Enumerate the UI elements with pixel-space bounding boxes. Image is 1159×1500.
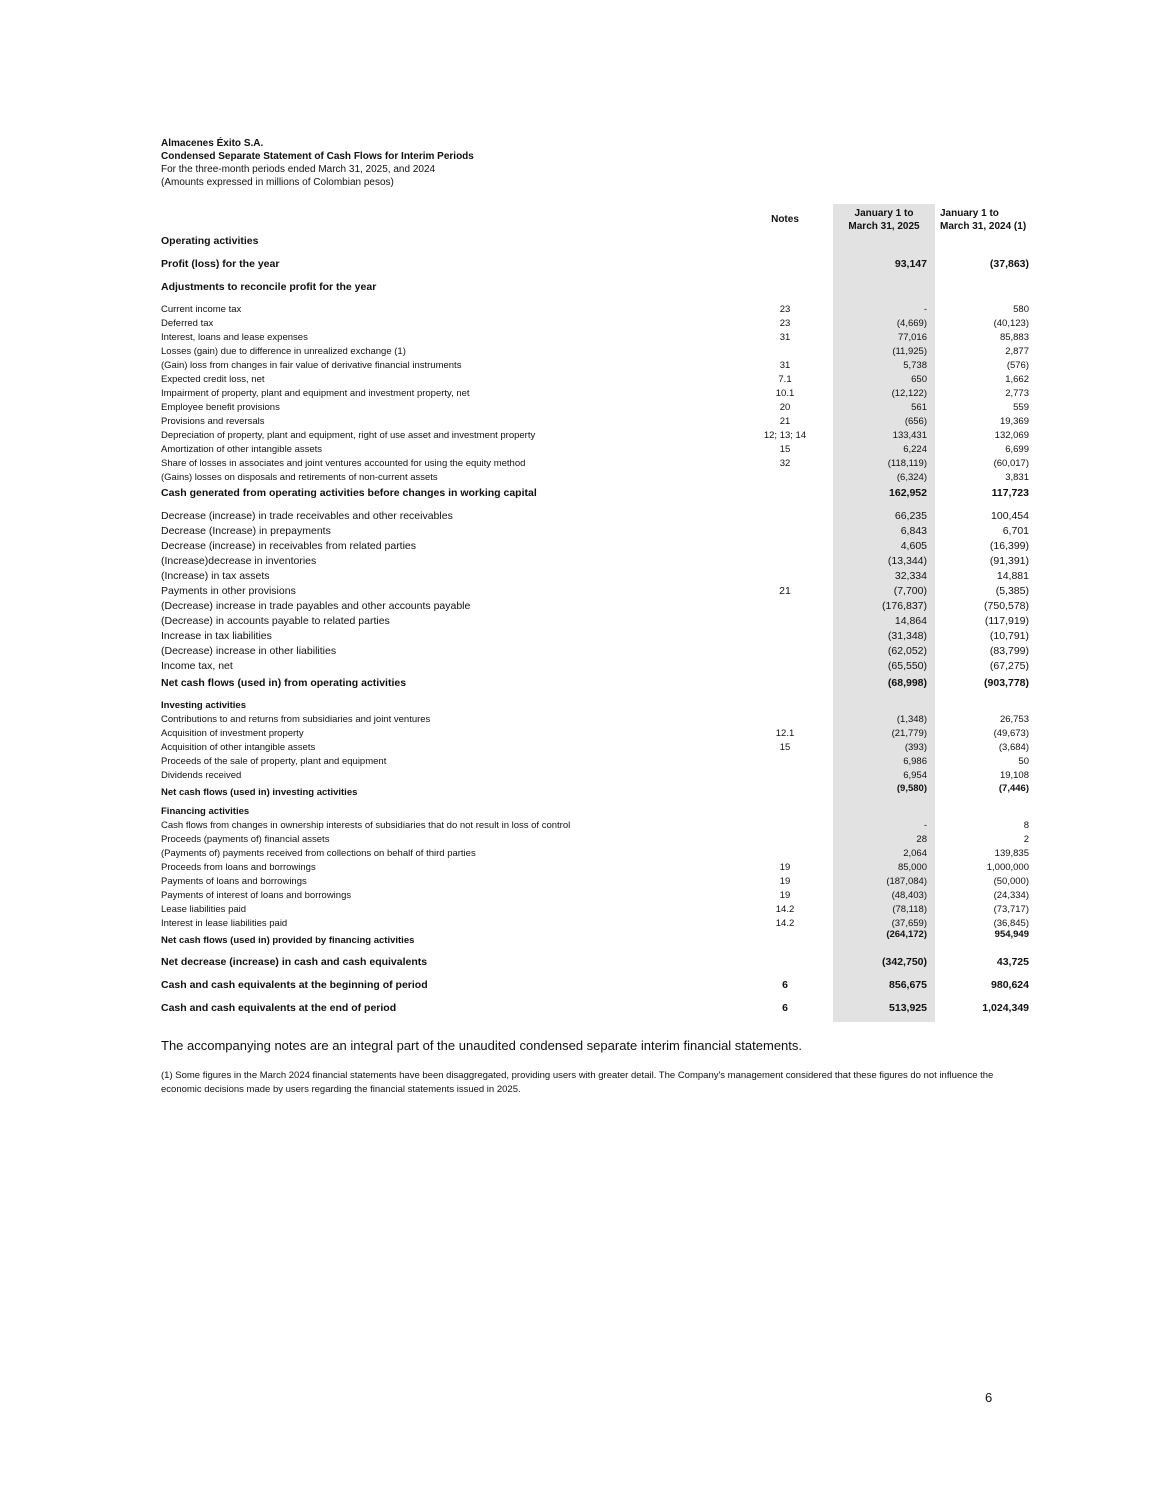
row-value-2025: 4,605 <box>900 540 927 552</box>
table-row <box>0 524 1159 539</box>
notes-statement: The accompanying notes are an integral part of the unaudited condensed separate interim financial statements. <box>161 1038 803 1053</box>
table-row <box>0 401 1159 415</box>
period-description: For the three-month periods ended March 31, 2025, and 2024 <box>161 164 436 175</box>
table-row <box>0 769 1159 783</box>
row-label: Income tax, net <box>161 660 233 672</box>
row-note: 20 <box>779 402 791 413</box>
row-value-2024: 50 <box>1018 756 1029 767</box>
row-label: Decrease (increase) in receivables from related parties <box>161 540 417 552</box>
table-row <box>0 415 1159 429</box>
row-value-2024: 26,753 <box>999 714 1029 725</box>
row-value-2025: (78,118) <box>892 904 927 915</box>
row-value-2025: 856,675 <box>889 979 927 991</box>
table-row <box>0 584 1159 599</box>
table-row <box>0 471 1159 485</box>
table-row <box>0 741 1159 755</box>
table-row <box>0 303 1159 317</box>
row-note: 6 <box>782 979 788 991</box>
col-2024-header <box>940 207 1040 233</box>
row-value-2024: (117,919) <box>984 615 1029 627</box>
row-label: Proceeds (payments of) financial assets <box>161 834 330 845</box>
table-row <box>0 644 1159 659</box>
row-value-2025: (21,779) <box>891 728 927 739</box>
table-row <box>0 805 1159 819</box>
row-label: Amortization of other intangible assets <box>161 444 323 455</box>
row-value-2025: (11,925) <box>892 346 927 357</box>
row-value-2024: 43,725 <box>996 956 1029 968</box>
row-value-2025: - <box>923 820 927 831</box>
row-value-2025: (342,750) <box>882 956 927 968</box>
row-value-2025: (12,122) <box>891 388 927 399</box>
row-label: Net cash flows (used in) provided by financing activities <box>161 935 415 946</box>
row-note: 14.2 <box>775 904 795 915</box>
table-row <box>0 903 1159 917</box>
row-value-2024: (576) <box>1006 360 1029 371</box>
table-row <box>0 317 1159 331</box>
row-value-2024: (16,399) <box>989 540 1029 552</box>
row-label: Adjustments to reconcile profit for the year <box>161 281 377 293</box>
row-value-2025: (7,700) <box>893 585 927 597</box>
row-value-2024: 117,723 <box>991 487 1029 499</box>
row-label: Cash generated from operating activities before changes in working capital <box>161 487 537 499</box>
row-value-2025: (176,837) <box>882 600 927 612</box>
row-label: (Gains) losses on disposals and retirements of non-current assets <box>161 472 438 483</box>
row-label: (Decrease) increase in trade payables and other accounts payable <box>161 600 471 612</box>
row-value-2024: 8 <box>1023 820 1029 831</box>
row-value-2025: (13,344) <box>887 555 927 567</box>
row-value-2024: 980,624 <box>991 979 1029 991</box>
row-value-2024: (36,845) <box>993 918 1029 929</box>
row-label: Expected credit loss, net <box>161 374 265 385</box>
row-value-2024: (24,334) <box>993 890 1029 901</box>
row-value-2024: (50,000) <box>993 876 1029 887</box>
row-note: 12.1 <box>775 728 795 739</box>
row-value-2024: 1,000,000 <box>986 862 1029 873</box>
table-row <box>0 234 1159 249</box>
table-row <box>0 345 1159 359</box>
row-value-2025: 5,738 <box>903 360 927 371</box>
row-value-2025: (9,580) <box>896 783 927 794</box>
row-value-2024: 1,024,349 <box>982 1002 1029 1014</box>
row-value-2025: 14,864 <box>894 615 927 627</box>
row-value-2025: 77,016 <box>897 332 927 343</box>
table-row <box>0 280 1159 295</box>
row-value-2024: 19,369 <box>999 416 1029 427</box>
table-row <box>0 614 1159 629</box>
row-label: Deferred tax <box>161 318 214 329</box>
row-note: 15 <box>779 742 791 753</box>
table-row <box>0 727 1159 741</box>
row-value-2024: 14,881 <box>996 570 1029 582</box>
row-value-2024: 580 <box>1013 304 1029 315</box>
row-value-2024: (750,578) <box>984 600 1029 612</box>
row-note: 21 <box>779 416 791 427</box>
row-label: Interest, loans and lease expenses <box>161 332 308 343</box>
row-value-2024: (60,017) <box>993 458 1029 469</box>
table-row <box>0 861 1159 875</box>
table-row <box>0 486 1159 501</box>
table-row <box>0 847 1159 861</box>
row-value-2024: (91,391) <box>989 555 1029 567</box>
row-label: Increase in tax liabilities <box>161 630 272 642</box>
row-label: Acquisition of other intangible assets <box>161 742 316 753</box>
table-row <box>0 875 1159 889</box>
row-note: 6 <box>782 1002 788 1014</box>
row-value-2025: (4,669) <box>896 318 927 329</box>
row-note: 15 <box>779 444 791 455</box>
row-label: (Gain) loss from changes in fair value of derivative financial instruments <box>161 360 462 371</box>
row-note: 23 <box>779 318 791 329</box>
row-note: 23 <box>779 304 791 315</box>
table-row <box>0 539 1159 554</box>
row-label: Net decrease (increase) in cash and cash equivalents <box>161 956 428 968</box>
row-value-2025: 650 <box>911 374 927 385</box>
row-value-2025: (118,119) <box>887 458 927 469</box>
table-row <box>0 978 1159 993</box>
row-note: 10.1 <box>775 388 795 399</box>
row-label: Proceeds from loans and borrowings <box>161 862 316 873</box>
footnote: (1) Some figures in the March 2024 financial statements have been disaggregated, providing users with greater detail. The Company's management considered that these figures do not influence the economic decisions made by users regarding the financial statements issued in 2025. <box>161 1070 994 1095</box>
row-label: Lease liabilities paid <box>161 904 247 915</box>
row-value-2025: (62,052) <box>887 645 927 657</box>
row-value-2024: (7,446) <box>998 783 1029 794</box>
row-value-2025: - <box>923 304 927 315</box>
row-label: Dividends received <box>161 770 242 781</box>
table-row <box>0 554 1159 569</box>
row-value-2024: (5,385) <box>995 585 1029 597</box>
row-value-2025: 6,843 <box>900 525 927 537</box>
table-row <box>0 889 1159 903</box>
table-row <box>0 457 1159 471</box>
row-value-2024: 3,831 <box>1005 472 1029 483</box>
row-label: Cash flows from changes in ownership interests of subsidiaries that do not result in loss of control <box>161 820 571 831</box>
row-label: Impairment of property, plant and equipment and investment property, net <box>161 388 470 399</box>
row-label: Decrease (Increase) in prepayments <box>161 525 331 537</box>
table-row <box>0 443 1159 457</box>
row-value-2024: 6,699 <box>1005 444 1029 455</box>
row-label: Profit (loss) for the year <box>161 258 280 270</box>
row-value-2024: 85,883 <box>999 332 1029 343</box>
row-value-2025: (187,084) <box>886 876 927 887</box>
col-2024-header-line2: March 31, 2024 (1) <box>940 221 1027 232</box>
row-value-2024: 559 <box>1013 402 1029 413</box>
row-value-2025: 85,000 <box>897 862 927 873</box>
row-value-2025: (1,348) <box>896 714 927 725</box>
col-2025-header-line1: January 1 to <box>854 208 914 219</box>
col-2024-header-line1: January 1 to <box>940 208 999 219</box>
row-value-2024: 100,454 <box>991 510 1029 522</box>
row-note: 14.2 <box>775 918 795 929</box>
table-row <box>0 359 1159 373</box>
col-2025-header <box>833 207 935 233</box>
row-label: Decrease (increase) in trade receivables and other receivables <box>161 510 453 522</box>
row-label: (Increase) in tax assets <box>161 570 270 582</box>
table-row <box>0 429 1159 443</box>
row-value-2025: 93,147 <box>894 258 927 270</box>
row-value-2025: (48,403) <box>891 890 927 901</box>
table-row <box>0 955 1159 970</box>
row-label: Payments in other provisions <box>161 585 296 597</box>
table-row <box>0 819 1159 833</box>
row-label: Financing activities <box>161 806 250 817</box>
row-note: 19 <box>779 890 791 901</box>
table-row <box>0 713 1159 727</box>
row-label: Investing activities <box>161 700 247 711</box>
row-note: 12; 13; 14 <box>763 430 807 441</box>
row-value-2025: (65,550) <box>887 660 927 672</box>
row-label: Payments of loans and borrowings <box>161 876 307 887</box>
row-value-2024: (49,673) <box>993 728 1029 739</box>
table-row <box>0 699 1159 713</box>
table-row <box>0 599 1159 614</box>
row-value-2024: 954,949 <box>994 929 1029 940</box>
row-value-2025: (68,998) <box>887 677 927 689</box>
table-row <box>0 929 1159 948</box>
row-label: Depreciation of property, plant and equipment, right of use asset and investment property <box>161 430 536 441</box>
row-label: Provisions and reversals <box>161 416 265 427</box>
row-value-2024: 1,662 <box>1005 374 1029 385</box>
table-row <box>0 387 1159 401</box>
row-note: 7.1 <box>778 374 792 385</box>
row-value-2025: 6,224 <box>903 444 927 455</box>
row-note: 32 <box>779 458 791 469</box>
row-value-2025: 32,334 <box>894 570 927 582</box>
row-value-2024: 2,773 <box>1005 388 1029 399</box>
table-row <box>0 373 1159 387</box>
row-value-2025: 6,986 <box>903 756 927 767</box>
row-value-2024: (73,717) <box>993 904 1029 915</box>
row-value-2024: 139,835 <box>994 848 1029 859</box>
row-label: Share of losses in associates and joint ventures accounted for using the equity method <box>161 458 526 469</box>
row-value-2025: (37,659) <box>891 918 927 929</box>
row-value-2025: 133,431 <box>892 430 927 441</box>
row-value-2024: 19,108 <box>999 770 1029 781</box>
row-label: Cash and cash equivalents at the beginning of period <box>161 979 428 991</box>
row-label: Net cash flows (used in) investing activities <box>161 787 358 798</box>
notes-column-header: Notes <box>771 214 799 225</box>
row-label: Losses (gain) due to difference in unrealized exchange (1) <box>161 346 406 357</box>
document-header <box>161 137 474 189</box>
row-label: (Decrease) in accounts payable to related parties <box>161 615 390 627</box>
row-label: Payments of interest of loans and borrowings <box>161 890 352 901</box>
table-row <box>0 509 1159 524</box>
page-number: 6 <box>985 1390 993 1405</box>
table-row <box>0 783 1159 800</box>
table-row <box>0 1001 1159 1016</box>
units-description: (Amounts expressed in millions of Colombian pesos) <box>161 177 394 188</box>
row-value-2025: 513,925 <box>889 1002 927 1014</box>
row-value-2025: (656) <box>904 416 927 427</box>
row-label: Employee benefit provisions <box>161 402 280 413</box>
table-row <box>0 676 1159 691</box>
table-row <box>0 331 1159 345</box>
table-row <box>0 659 1159 674</box>
table-row <box>0 629 1159 644</box>
row-label: Acquisition of investment property <box>161 728 304 739</box>
row-value-2024: (67,275) <box>989 660 1029 672</box>
row-value-2025: (264,172) <box>886 929 927 940</box>
row-note: 19 <box>779 876 791 887</box>
row-note: 31 <box>779 332 791 343</box>
row-value-2024: (3,684) <box>998 742 1029 753</box>
row-label: (Payments of) payments received from collections on behalf of third parties <box>161 848 476 859</box>
row-value-2024: (37,863) <box>989 258 1029 270</box>
row-value-2024: 132,069 <box>994 430 1029 441</box>
row-label: Interest in lease liabilities paid <box>161 918 288 929</box>
table-row <box>0 569 1159 584</box>
row-note: 21 <box>779 585 791 597</box>
row-label: Operating activities <box>161 235 259 247</box>
row-value-2024: (903,778) <box>984 677 1029 689</box>
row-note: 31 <box>779 360 791 371</box>
row-value-2025: 2,064 <box>903 848 927 859</box>
row-value-2025: 66,235 <box>894 510 927 522</box>
row-value-2024: (10,791) <box>989 630 1029 642</box>
row-value-2025: 162,952 <box>889 487 927 499</box>
table-row <box>0 257 1159 272</box>
table-row <box>0 755 1159 769</box>
row-label: Net cash flows (used in) from operating activities <box>161 677 407 689</box>
row-label: (Increase)decrease in inventories <box>161 555 317 567</box>
row-value-2024: 2,877 <box>1005 346 1029 357</box>
row-label: Cash and cash equivalents at the end of period <box>161 1002 397 1014</box>
row-label: Contributions to and returns from subsidiaries and joint ventures <box>161 714 431 725</box>
row-value-2025: (31,348) <box>887 630 927 642</box>
row-value-2024: 6,701 <box>1002 525 1029 537</box>
row-value-2025: 28 <box>916 834 927 845</box>
statement-title: Condensed Separate Statement of Cash Flows for Interim Periods <box>161 151 474 162</box>
row-note: 19 <box>779 862 791 873</box>
row-label: Proceeds of the sale of property, plant and equipment <box>161 756 387 767</box>
col-2025-header-line2: March 31, 2025 <box>848 221 920 232</box>
company-name: Almacenes Éxito S.A. <box>161 138 264 149</box>
row-value-2024: (40,123) <box>993 318 1029 329</box>
row-value-2024: 2 <box>1023 834 1029 845</box>
row-value-2025: (393) <box>904 742 927 753</box>
table-row <box>0 833 1159 847</box>
row-value-2025: 561 <box>911 402 927 413</box>
row-value-2025: (6,324) <box>896 472 927 483</box>
row-value-2025: 6,954 <box>903 770 927 781</box>
row-value-2024: (83,799) <box>989 645 1029 657</box>
row-label: (Decrease) increase in other liabilities <box>161 645 337 657</box>
row-label: Current income tax <box>161 304 242 315</box>
